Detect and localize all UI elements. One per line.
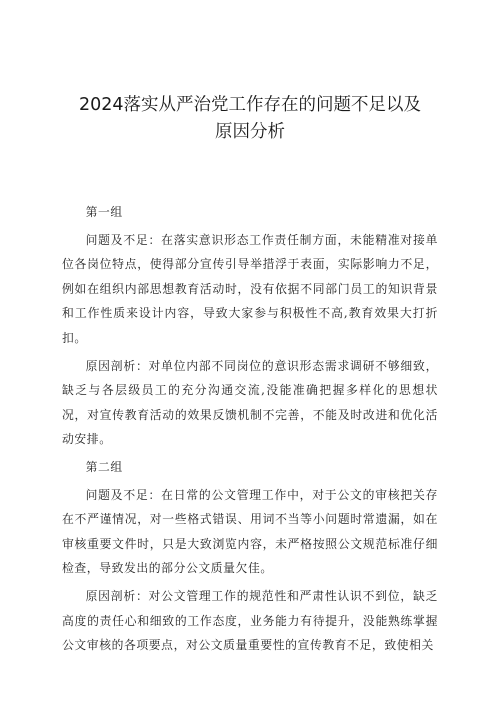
section-heading-group-2: 第二组	[85, 459, 123, 474]
cause-paragraph-group-1: 原因剖析：对单位内部不同岗位的意识形态需求调研不够细致，缺乏与各层级员工的充分沟通交流,没能准确把握多样化的思想状况，对宣传教育活动的效果反馈机制不完善，不能及时改进和优化活动安排。	[62, 358, 438, 447]
problem-paragraph-group-2: 问题及不足：在日常的公文管理工作中，对于公文的审核把关存在不严谨情况，对一些格式错误、用词不当等小问题时常遗漏，如在审核重要文件时，只是大致浏览内容，未严格按照公文规范标准仔细检查，导致发出的部分公文质量欠佳。	[62, 487, 438, 576]
section-heading-group-1: 第一组	[85, 205, 123, 219]
document-title	[62, 0, 438, 146]
title-line-1: 2024落实从严治党工作存在的问题不足以及	[78, 95, 422, 115]
title-line-2: 原因分析	[215, 122, 285, 142]
cause-paragraph-group-2: 原因剖析：对公文管理工作的规范性和严肃性认识不到位，缺乏高度的责任心和细致的工作态度，业务能力有待提升，没能熟练掌握公文审核的各项要点，对公文质量重要性的宣传教育不足，致使相关	[62, 588, 438, 653]
document-body	[62, 200, 438, 658]
problem-paragraph-group-1: 问题及不足：在落实意识形态工作责任制方面，未能精准对接单位各岗位特点，使得部分宣传引导举措浮于表面，实际影响力不足，例如在组织内部思想教育活动时，没有依据不同部门员工的知识背景和工作性质来设计内容，导致大家参与积极性不高,教育效果大打折扣。	[62, 232, 438, 345]
